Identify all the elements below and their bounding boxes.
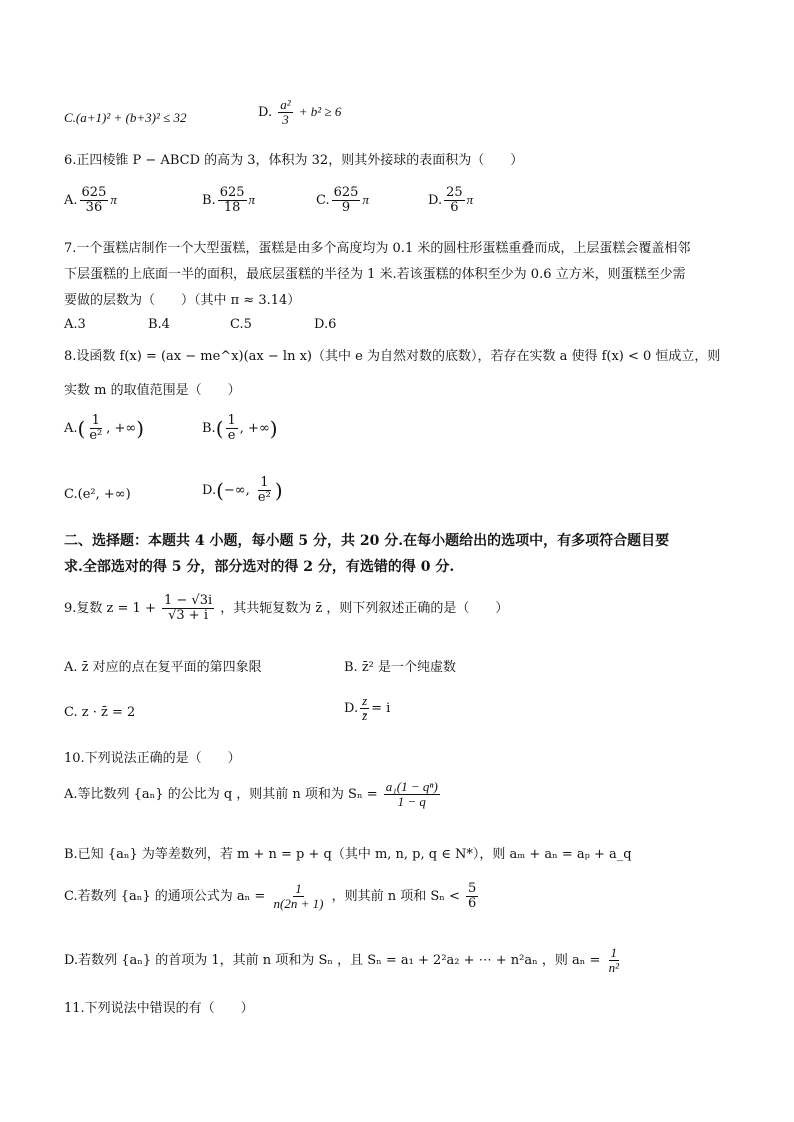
fraction-denominator: 9: [341, 200, 351, 215]
option-text: D.若数列 {aₙ} 的首项为 1，其前 n 项和为 Sₙ ，且 Sₙ = a₁ + 2²a₂ + ⋯ + n²aₙ ，则 aₙ =: [64, 953, 601, 968]
q6-option-fraction: [444, 186, 465, 215]
q8-option-c: C.(e², +∞): [64, 487, 131, 502]
q5-option-d-tail: + b² ≥ 6: [298, 104, 342, 119]
fraction-numerator: a₁(1 − qⁿ): [385, 779, 438, 794]
q5-option-d: [258, 98, 341, 127]
q9-option-b: B. z̄² 是一个纯虚数: [344, 660, 457, 675]
fraction-numerator: 25: [446, 185, 463, 200]
fraction-numerator: 5: [468, 881, 477, 896]
q6-option-c: [316, 186, 369, 215]
q10-option-c-bound: [466, 882, 478, 911]
fraction-denominator: n(2n + 1): [273, 896, 324, 911]
q8-option-a: A.( $\frac{1}{\text{e²}}$ , +∞): [64, 413, 145, 443]
q9-option-a: A. z̄ 对应的点在复平面的第四象限: [64, 660, 262, 675]
fraction-numerator: 1: [260, 475, 269, 490]
q8-option-d-fraction: [256, 476, 273, 505]
q7-option-c: C.5: [230, 317, 252, 332]
option-head: −∞,: [223, 483, 254, 498]
fraction-denominator: 36: [85, 200, 103, 215]
option-tail: = i: [371, 701, 391, 716]
option-tail: , +∞: [106, 421, 137, 436]
q10-option-c-fraction: [271, 882, 325, 911]
pi-symbol: π: [362, 192, 369, 207]
q9-option-d: [344, 694, 390, 723]
fraction-numerator: 625: [81, 185, 107, 200]
q9-option-d-fraction: [360, 694, 369, 723]
option-label: D.: [428, 193, 443, 208]
q7-option-d: D.6: [314, 317, 337, 332]
q6-option-fraction: [332, 186, 361, 215]
q10-option-b: B.已知 {aₙ} 为等差数列，若 m + n = p + q（其中 m, n, p, q ∈ N*），则 aₘ + aₙ = aₚ + a_q: [64, 847, 632, 862]
q7-line-2: 下层蛋糕的上底面一半的面积，最底层蛋糕的半径为 1 米.若该蛋糕的体积至少为 0.6 立方米，则蛋糕至少需: [64, 267, 686, 282]
fraction-denominator: n²: [608, 960, 619, 975]
q9-stem: [64, 594, 508, 623]
q6-option-fraction: [218, 186, 247, 215]
fraction-denominator: 18: [223, 200, 241, 215]
pi-symbol: π: [248, 192, 256, 207]
fraction-numerator: 625: [333, 185, 359, 200]
option-label: D.: [344, 701, 359, 716]
section-2-heading-line-1: 二、选择题：本题共 4 小题，每小题 5 分，共 20 分.在每小题给出的选项中，有多项符合题目要: [64, 533, 670, 549]
q6-option-d: [428, 186, 473, 215]
fraction-numerator: a²: [280, 97, 291, 112]
q8-option-a-fraction: [87, 414, 104, 443]
fraction-denominator: e: [227, 428, 236, 443]
fraction-numerator: 1: [227, 413, 236, 428]
option-label: C.: [316, 193, 330, 208]
fraction-numerator: 1: [91, 413, 100, 428]
q6-stem: 6.正四棱锥 P − ABCD 的高为 3，体积为 32，则其外接球的表面积为（ ）: [64, 153, 524, 168]
q5-option-d-fraction: [278, 98, 292, 127]
q8-option-b: B.( $\frac{1}{e}$ , +∞): [202, 413, 278, 443]
option-label: B.: [202, 421, 216, 436]
q10-option-c: [64, 882, 480, 911]
q6-option-fraction: [80, 186, 109, 215]
fraction-numerator: z: [362, 693, 368, 708]
q11-stem: 11.下列说法中错误的有（ ）: [64, 1001, 254, 1016]
fraction-numerator: 1: [295, 881, 302, 896]
q8-line-1: 8.设函数 f(x) = (ax − me^x)(ax − ln x)（其中 e 为自然对数的底数），若存在实数 a 使得 f(x) < 0 恒成立，则: [64, 349, 721, 364]
q7-option-b: B.4: [148, 317, 170, 332]
q10-option-a: [64, 780, 442, 809]
q5-option-d-label: D.: [258, 105, 273, 120]
fraction-denominator: √3 + i: [168, 608, 208, 623]
option-label: A.: [64, 421, 78, 436]
fraction-denominator: e²: [89, 428, 103, 443]
fraction-denominator: 6: [450, 200, 459, 215]
pi-symbol: π: [110, 192, 117, 207]
option-label: A.: [64, 193, 78, 208]
q7-option-a: A.3: [64, 317, 86, 332]
fraction-denominator: e²: [257, 490, 271, 505]
fraction-denominator: z̄: [362, 708, 368, 723]
q10-option-d: [64, 946, 623, 975]
q7-line-1: 7.一个蛋糕店制作一个大型蛋糕，蛋糕是由多个高度均为 0.1 米的圆柱形蛋糕重叠而成，上层蛋糕会覆盖相邻: [64, 241, 691, 256]
fraction-numerator: 1 − √3i: [163, 593, 213, 608]
q9-stem-suffix: ，其共轭复数为 z̄ ，则下列叙述正确的是（ ）: [220, 601, 509, 616]
option-text: C.若数列 {aₙ} 的通项公式为 aₙ =: [64, 889, 266, 904]
q7-line-3: 要做的层数为（ ）（其中 π ≈ 3.14）: [64, 293, 301, 308]
q8-option-b-fraction: [226, 414, 238, 443]
q5-option-c: C.(a+1)² + (b+3)² ≤ 32: [64, 110, 187, 125]
fraction-denominator: 1 − q: [397, 794, 426, 809]
option-text-mid: ，则其前 n 项和 Sₙ <: [331, 889, 460, 904]
q10-stem: 10.下列说法正确的是（ ）: [64, 751, 241, 766]
section-2-heading-line-2: 求.全部选对的得 5 分，部分选对的得 2 分，有选错的得 0 分.: [64, 559, 455, 575]
q10-option-d-fraction: [607, 946, 621, 975]
option-tail: , +∞: [239, 421, 270, 436]
option-text: A.等比数列 {aₙ} 的公比为 q ，则其前 n 项和为 Sₙ =: [64, 787, 378, 802]
q10-option-a-fraction: [384, 780, 440, 809]
pi-symbol: π: [466, 192, 474, 207]
fraction-denominator: 6: [468, 896, 477, 911]
option-label: B.: [202, 193, 216, 208]
option-label: D.: [202, 483, 217, 498]
q8-option-d: D.(−∞, $\frac{1}{\text{e²}}$ ): [202, 475, 283, 505]
q9-option-c: C. z · z̄ = 2: [64, 705, 136, 720]
fraction-denominator: 3: [282, 112, 289, 127]
q6-option-a: [64, 186, 117, 215]
fraction-numerator: 625: [219, 185, 245, 200]
q8-line-2: 实数 m 的取值范围是（ ）: [64, 383, 241, 398]
q6-option-b: [202, 186, 255, 215]
q9-stem-prefix: 9.复数 z = 1 +: [64, 601, 156, 616]
fraction-numerator: 1: [610, 945, 618, 960]
q9-fraction: [162, 594, 214, 623]
